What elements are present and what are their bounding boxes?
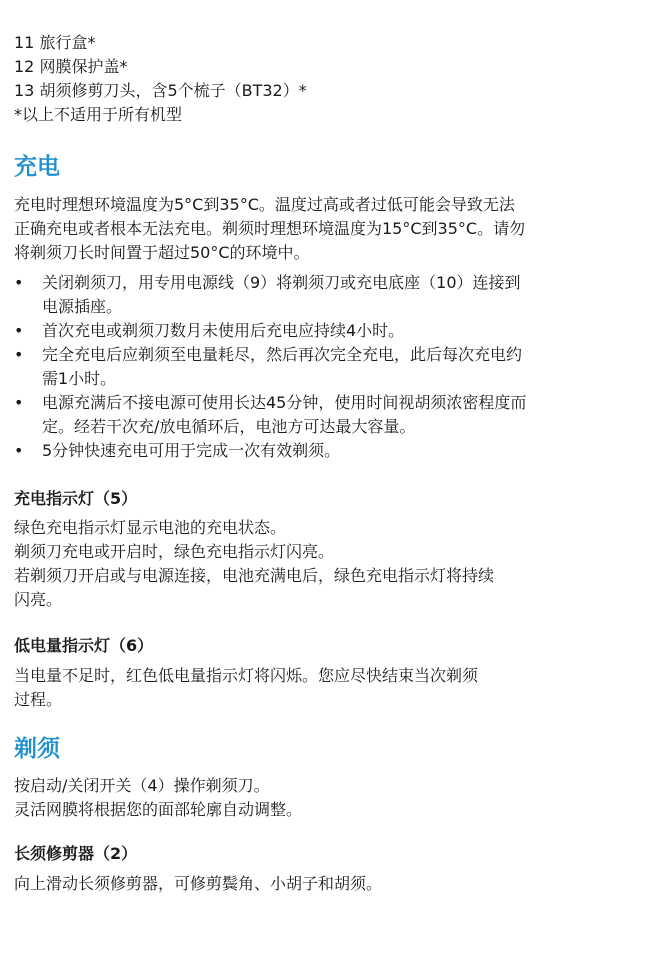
bullet-line: 完全充电后应剃须至电量耗尽，然后再次完全充电，此后每次充电约: [42, 345, 523, 364]
subheading-low-charge-indicator: 低电量指示灯（6）: [14, 636, 154, 655]
subheading-long-hair-trimmer: 长须修剪器（2）: [14, 844, 138, 863]
paragraph-line: 按启动/关闭开关（4）操作剃须刀。: [14, 776, 270, 795]
bullet-dot-icon: •: [14, 393, 24, 412]
bullet-item: [14, 343, 644, 391]
bullet-dot-icon: •: [14, 321, 24, 340]
bullet-item: [14, 271, 644, 319]
paragraph-line: 若剃须刀开启或与电源连接，电池充满电后，绿色充电指示灯将持续: [14, 566, 495, 585]
parts-list-item: 12 网膜保护盖*: [14, 57, 128, 76]
section-heading-charging: 充电: [14, 154, 60, 180]
bullet-dot-icon: •: [14, 273, 24, 292]
parts-list-item: 13 胡须修剪刀头，含5个梳子（BT32）*: [14, 81, 307, 100]
bullet-line: 需1小时。: [42, 369, 117, 388]
bullet-line: 电源充满后不接电源可使用长达45分钟，使用时间视胡须浓密程度而: [42, 393, 527, 412]
paragraph-line: 正确充电或者根本无法充电。剃须时理想环境温度为15°C到35°C。请勿: [14, 219, 526, 238]
paragraph-line: 当电量不足时，红色低电量指示灯将闪烁。您应尽快结束当次剃须: [14, 666, 479, 685]
charging-bullet-list: [14, 271, 644, 463]
parts-list: [14, 31, 644, 127]
bullet-item: [14, 319, 644, 343]
charging-intro-paragraph: [14, 193, 644, 265]
charge-indicator-paragraph: [14, 516, 644, 612]
bullet-item: [14, 391, 644, 439]
paragraph-line: 剃须刀充电或开启时，绿色充电指示灯闪亮。: [14, 542, 335, 561]
bullet-line: 关闭剃须刀，用专用电源线（9）将剃须刀或充电底座（10）连接到: [42, 273, 521, 292]
low-charge-indicator-paragraph: [14, 664, 644, 712]
bullet-line: 电源插座。: [42, 297, 123, 316]
paragraph-line: 灵活网膜将根据您的面部轮廓自动调整。: [14, 800, 303, 819]
paragraph-line: 闪亮。: [14, 590, 63, 609]
parts-list-footnote: *以上不适用于所有机型: [14, 105, 183, 124]
paragraph-line: 将剃须刀长时间置于超过50°C的环境中。: [14, 243, 310, 262]
bullet-item: [14, 439, 644, 463]
bullet-line: 定。经若干次充/放电循环后，电池方可达最大容量。: [42, 417, 416, 436]
shaving-paragraph: [14, 774, 644, 822]
paragraph-line: 绿色充电指示灯显示电池的充电状态。: [14, 518, 287, 537]
paragraph-line: 过程。: [14, 690, 63, 709]
parts-list-item: 11 旅行盒*: [14, 33, 96, 52]
subheading-charge-indicator: 充电指示灯（5）: [14, 489, 138, 508]
paragraph-line: 向上滑动长须修剪器，可修剪鬓角、小胡子和胡须。: [14, 874, 383, 893]
bullet-dot-icon: •: [14, 345, 24, 364]
paragraph-line: 充电时理想环境温度为5°C到35°C。温度过高或者过低可能会导致无法: [14, 195, 515, 214]
bullet-line: 首次充电或剃须刀数月未使用后充电应持续4小时。: [42, 321, 405, 340]
section-heading-shaving: 剃须: [14, 736, 60, 762]
bullet-line: 5分钟快速充电可用于完成一次有效剃须。: [42, 441, 341, 460]
long-hair-trimmer-paragraph: [14, 872, 644, 896]
bullet-dot-icon: •: [14, 441, 24, 460]
